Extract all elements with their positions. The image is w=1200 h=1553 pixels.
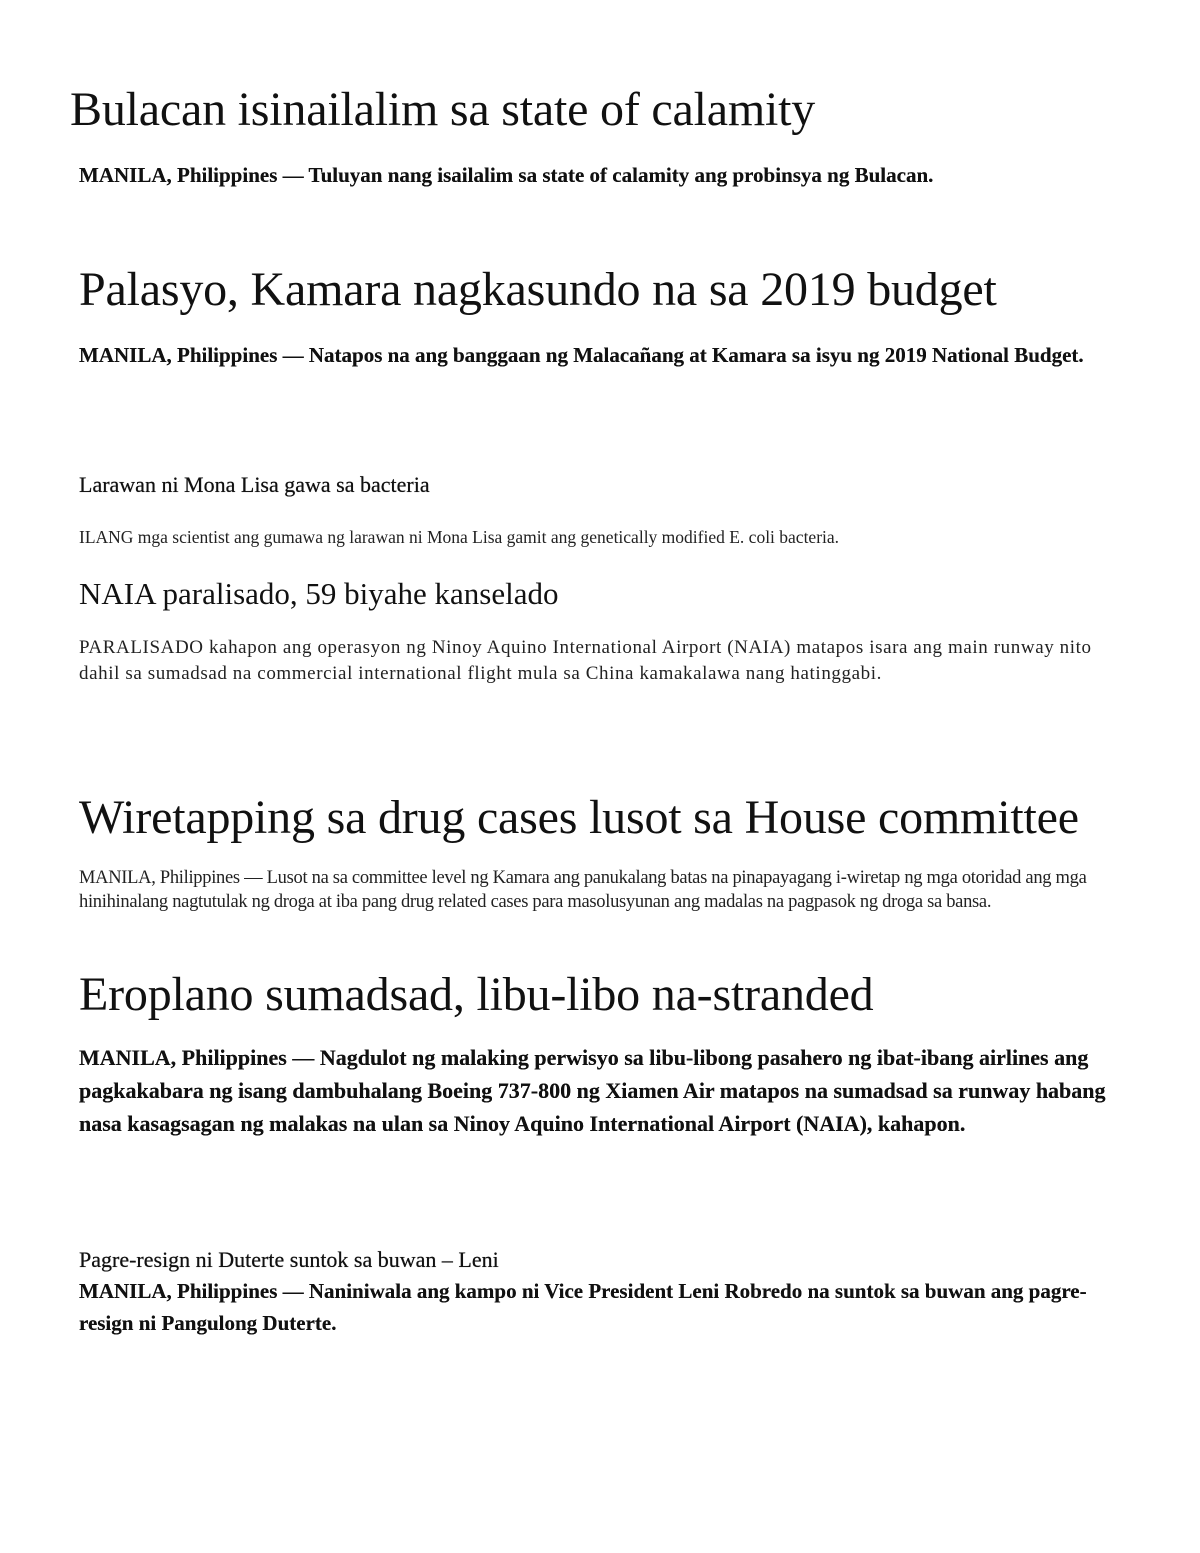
body-duterte: MANILA, Philippines — Naniniwala ang kampo ni Vice President Leni Robredo na suntok sa buwan ang pagre-resign ni Pangulong Duterte.: [79, 1279, 1087, 1335]
headline-mona-lisa: Larawan ni Mona Lisa gawa sa bacteria: [79, 472, 430, 497]
body-wiretapping: MANILA, Philippines — Lusot na sa committee level ng Kamara ang panukalang batas na pinapayagang i-wiretap ng mga otoridad ang mga hinihinalang nagtutulak ng droga at iba pang drug related cases para masolusyunan ang madalas na pagpasok ng droga sa bansa.: [79, 868, 1087, 912]
body-mona-lisa: ILANG mga scientist ang gumawa ng larawan ni Mona Lisa gamit ang genetically modified E. coli bacteria.: [79, 527, 840, 547]
headline-bulacan: Bulacan isinailalim sa state of calamity: [70, 83, 816, 136]
body-eroplano: MANILA, Philippines — Nagdulot ng malaking perwisyo sa libu-libong pasahero ng ibat-ibang airlines ang pagkakabara ng isang dambuhalang Boeing 737-800 ng Xiamen Air matapos na sumadsad sa runway habang nasa kasagsagan ng malakas na ulan sa Ninoy Aquino International Airport (NAIA), kahapon.: [79, 1045, 1106, 1136]
body-palasyo: MANILA, Philippines — Natapos na ang banggaan ng Malacañang at Kamara sa isyu ng 2019 National Budget.: [79, 343, 1084, 367]
headline-palasyo: Palasyo, Kamara nagkasundo na sa 2019 budget: [79, 263, 997, 316]
headline-naia: NAIA paralisado, 59 biyahe kanselado: [79, 576, 559, 611]
body-naia: PARALISADO kahapon ang operasyon ng Ninoy Aquino International Airport (NAIA) matapos isara ang main runway nito dahil sa sumadsad na commercial international flight mula sa China kamakalawa nang hatinggabi.: [79, 637, 1092, 684]
headline-wiretapping: Wiretapping sa drug cases lusot sa House committee: [79, 791, 1079, 844]
body-bulacan: MANILA, Philippines — Tuluyan nang isailalim sa state of calamity ang probinsya ng Bulacan.: [79, 163, 934, 187]
headline-eroplano: Eroplano sumadsad, libu-libo na-stranded: [79, 968, 874, 1021]
headline-duterte: Pagre-resign ni Duterte suntok sa buwan – Leni: [79, 1247, 499, 1272]
